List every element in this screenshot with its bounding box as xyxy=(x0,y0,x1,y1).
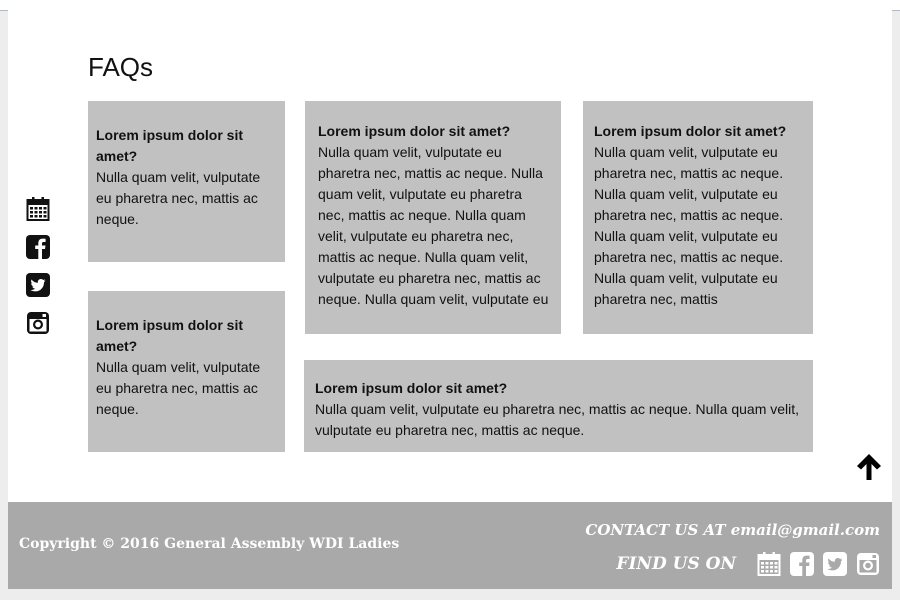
faq-question: Lorem ipsum dolor sit amet? xyxy=(594,123,787,139)
footer xyxy=(8,502,892,589)
page-title: FAQs xyxy=(88,52,154,82)
facebook-icon[interactable] xyxy=(26,234,50,260)
calendar-icon[interactable] xyxy=(26,196,50,222)
faq-card xyxy=(88,291,285,452)
faq-card xyxy=(88,101,285,262)
footer-facebook-icon[interactable] xyxy=(790,551,814,577)
faq-card xyxy=(583,101,813,334)
faq-answer: Nulla quam velit, vulputate eu pharetra nec, mattis ac neque. xyxy=(96,169,261,227)
faq-answer: Nulla quam velit, vulputate eu pharetra nec, mattis ac neque. Nulla quam velit, vulputate eu pharetra nec, mattis ac neque. Nulla quam velit, vulputate eu pharetra nec, mattis ac neque. Nulla quam velit, vulputate eu pharetra nec, mattis ac neque. Nulla quam velit, vulputate eu xyxy=(318,144,549,307)
footer-calendar-icon[interactable] xyxy=(757,551,781,577)
social-sidebar xyxy=(26,196,50,348)
find-us-label: FIND US ON xyxy=(616,554,736,574)
footer-instagram-icon[interactable] xyxy=(856,551,880,577)
find-us-row xyxy=(616,550,880,578)
copyright-text: Copyright © 2016 General Assembly WDI Ladies xyxy=(19,536,400,552)
faq-card xyxy=(305,101,561,334)
bottom-strip xyxy=(0,589,900,600)
twitter-icon[interactable] xyxy=(26,272,50,298)
faq-question: Lorem ipsum dolor sit amet? xyxy=(315,380,508,396)
faq-question: Lorem ipsum dolor sit amet? xyxy=(96,127,244,164)
footer-twitter-icon[interactable] xyxy=(823,551,847,577)
faq-answer: Nulla quam velit, vulputate eu pharetra nec, mattis ac neque. xyxy=(96,359,261,417)
faq-answer: Nulla quam velit, vulputate eu pharetra nec, mattis ac neque. Nulla quam velit, vulputate eu pharetra nec, mattis ac neque. xyxy=(315,401,800,438)
arrow-up-icon[interactable] xyxy=(855,452,883,482)
faq-question: Lorem ipsum dolor sit amet? xyxy=(318,123,511,139)
faq-card xyxy=(304,360,813,452)
contact-link[interactable]: CONTACT US AT email@gmail.com xyxy=(585,521,880,539)
instagram-icon[interactable] xyxy=(26,310,50,336)
faq-answer: Nulla quam velit, vulputate eu pharetra nec, mattis ac neque. Nulla quam velit, vulputate eu pharetra nec, mattis ac neque. Nulla quam velit, vulputate eu pharetra nec, mattis ac neque. Nulla quam velit, vulputate eu pharetra nec, mattis xyxy=(594,144,784,307)
faq-question: Lorem ipsum dolor sit amet? xyxy=(96,317,244,354)
